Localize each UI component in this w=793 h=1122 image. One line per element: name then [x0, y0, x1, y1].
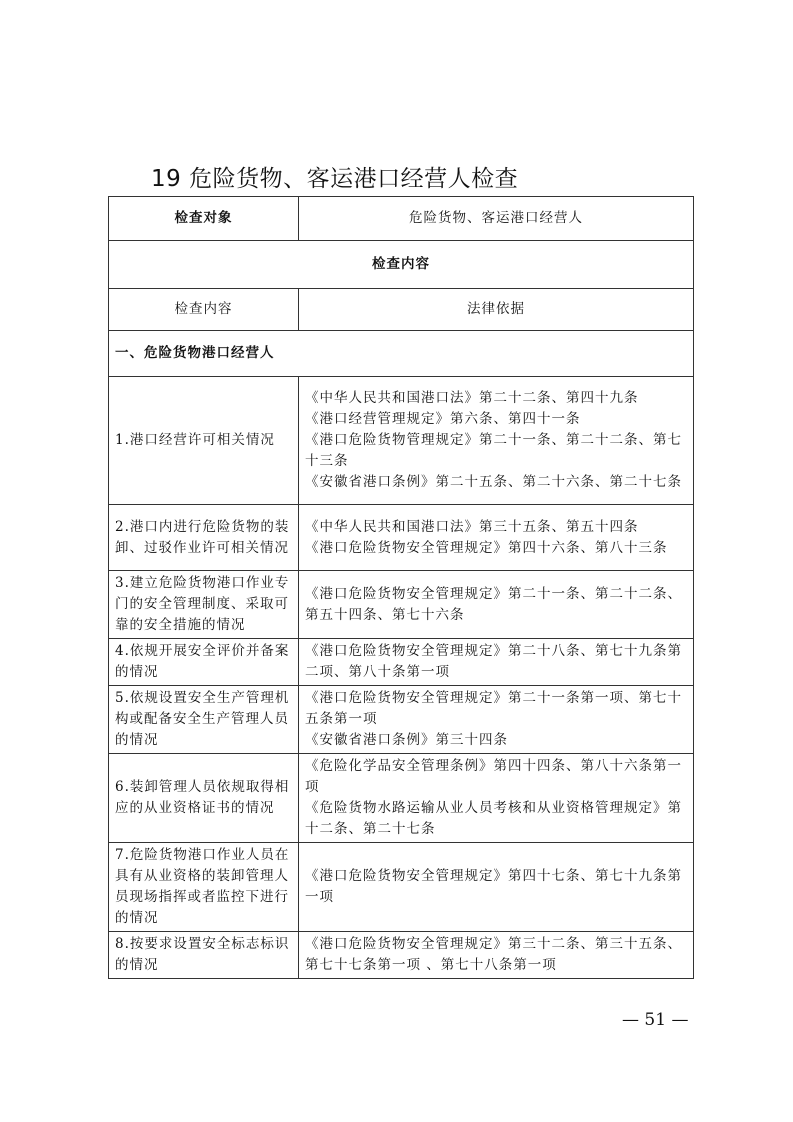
legal-basis-line: 《港口危险货物安全管理规定》第二十一条、第二十二条、第五十四条、第七十六条	[305, 585, 682, 623]
inspection-item: 3.建立危险货物港口作业专门的安全管理制度、采取可靠的安全措施的情况	[109, 571, 299, 639]
table-row	[109, 377, 694, 505]
legal-basis-line: 《安徽省港口条例》第二十五条、第二十六条、第二十七条	[305, 474, 682, 490]
legal-basis	[299, 505, 694, 571]
table-row	[109, 571, 694, 639]
object-value: 危险货物、客运港口经营人	[299, 197, 694, 241]
object-label: 检查对象	[109, 197, 299, 241]
inspection-item: 6.装卸管理人员依规取得相应的从业资格证书的情况	[109, 754, 299, 843]
table-row	[109, 639, 694, 686]
content-heading: 检查内容	[109, 241, 694, 289]
legal-basis	[299, 843, 694, 932]
legal-basis-line: 《港口危险货物安全管理规定》第四十七条、第七十九条第一项	[305, 868, 682, 905]
table-row	[109, 754, 694, 843]
legal-basis	[299, 932, 694, 979]
column-header-row	[109, 289, 694, 331]
legal-basis-line: 《港口危险货物管理规定》第二十一条、第二十二条、第七十三条	[305, 432, 682, 469]
table-row	[109, 505, 694, 571]
inspection-item: 1.港口经营许可相关情况	[109, 377, 299, 505]
legal-basis-line: 《港口危险货物安全管理规定》第二十一条第一项、第七十五条第一项	[305, 690, 682, 727]
inspection-table	[108, 196, 694, 979]
column-header-basis: 法律依据	[299, 289, 694, 331]
object-row	[109, 197, 694, 241]
table-row	[109, 843, 694, 932]
legal-basis-line: 《危险化学品安全管理条例》第四十四条、第八十六条第一项	[305, 758, 682, 795]
legal-basis	[299, 754, 694, 843]
table-row	[109, 932, 694, 979]
legal-basis-line: 《危险货物水路运输从业人员考核和从业资格管理规定》第十二条、第二十七条	[305, 800, 682, 837]
legal-basis-line: 《安徽省港口条例》第三十四条	[305, 732, 508, 748]
page-number: — 51 —	[622, 1010, 689, 1030]
legal-basis	[299, 686, 694, 754]
legal-basis-line: 《港口经营管理规定》第六条、第四十一条	[305, 411, 581, 427]
inspection-item: 7.危险货物港口作业人员在具有从业资格的装卸管理人员现场指挥或者监控下进行的情况	[109, 843, 299, 932]
section-row	[109, 331, 694, 377]
table-body	[109, 377, 694, 979]
table-row	[109, 686, 694, 754]
column-header-content: 检查内容	[109, 289, 299, 331]
page-title: 19 危险货物、客运港口经营人检查	[151, 166, 519, 192]
legal-basis	[299, 639, 694, 686]
inspection-item: 5.依规设置安全生产管理机构或配备安全生产管理人员的情况	[109, 686, 299, 754]
legal-basis	[299, 571, 694, 639]
content-heading-row	[109, 241, 694, 289]
legal-basis-line: 《中华人民共和国港口法》第三十五条、第五十四条	[305, 518, 639, 535]
legal-basis-line: 《港口危险货物安全管理规定》第二十八条、第七十九条第二项、第八十条第一项	[305, 643, 682, 680]
inspection-item: 4.依规开展安全评价并备案的情况	[109, 639, 299, 686]
legal-basis	[299, 377, 694, 505]
legal-basis-line: 《中华人民共和国港口法》第二十二条、第四十九条	[305, 390, 639, 406]
inspection-item: 2.港口内进行危险货物的装卸、过驳作业许可相关情况	[109, 505, 299, 571]
legal-basis-line: 《港口危险货物安全管理规定》第三十二条、第三十五条、第七十七条第一项 、第七十八条第一项	[305, 936, 682, 973]
legal-basis-line: 《港口危险货物安全管理规定》第四十六条、第八十三条	[305, 539, 668, 556]
section-heading: 一、危险货物港口经营人	[109, 331, 694, 377]
inspection-item: 8.按要求设置安全标志标识的情况	[109, 932, 299, 979]
